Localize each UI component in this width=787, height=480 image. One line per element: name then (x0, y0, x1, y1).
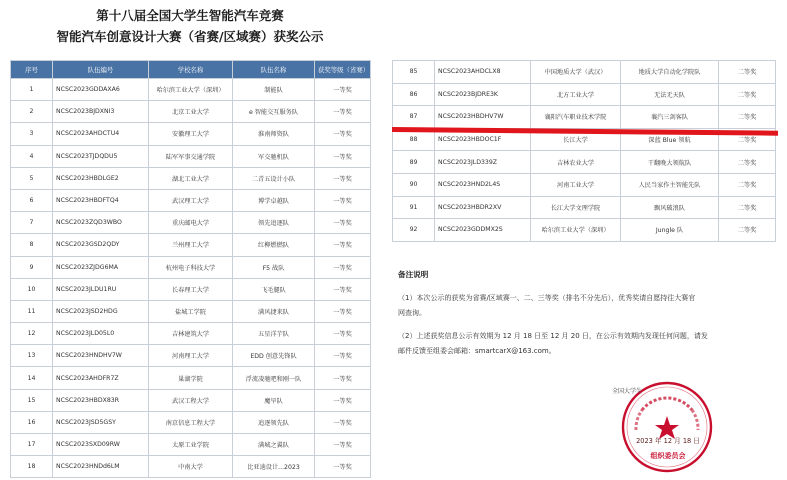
table-row (11, 411, 371, 433)
cell-team-name: 飘风破浪队 (621, 196, 719, 219)
cell-team-code: NCSC2023HBDFTQ4 (53, 189, 149, 211)
seal-fragment-text: 全国大学生 (612, 388, 643, 395)
cell-team-code: NCSC2023JLD339Z (435, 151, 531, 174)
seal-date: 2023 年 12 月 18 日 (636, 437, 700, 445)
cell-school: 武汉工程大学 (149, 389, 233, 411)
table-row (11, 367, 371, 389)
cell-award: 一等奖 (315, 256, 371, 278)
cell-team-code: NCSC2023GDDAXA6 (53, 79, 149, 101)
cell-award: 一等奖 (315, 145, 371, 167)
cell-index: 88 (393, 128, 435, 151)
notes-section (398, 269, 778, 359)
cell-school: 河南工业大学 (531, 173, 621, 196)
cell-team-name: 军交驰机队 (233, 145, 315, 167)
cell-index: 8 (11, 234, 53, 256)
cell-team-name: e 智能交互服务队 (233, 101, 315, 123)
table-row (11, 189, 371, 211)
cell-team-name: 淮南师资队 (233, 123, 315, 145)
cell-school: 河南理工大学 (149, 345, 233, 367)
cell-team-code: NCSC2023HBDOC1F (435, 128, 531, 151)
cell-team-code: NCSC2023BJDRE3K (435, 83, 531, 106)
cell-team-code: NCSC2023JSD2HDG (53, 300, 149, 322)
cell-index: 5 (11, 167, 53, 189)
cell-school: 太原工业学院 (149, 434, 233, 456)
cell-index: 10 (11, 278, 53, 300)
cell-team-code: NCSC2023SXD09RW (53, 434, 149, 456)
cell-team-name: F5 战队 (233, 256, 315, 278)
cell-award: 二等奖 (719, 128, 776, 151)
cell-school: 长江大学文理学院 (531, 196, 621, 219)
cell-index: 86 (393, 83, 435, 106)
header-team-name: 队伍名称 (233, 61, 315, 79)
cell-team-name: 满风捷来队 (233, 300, 315, 322)
cell-award: 一等奖 (315, 79, 371, 101)
table-row (11, 79, 371, 101)
cell-school: 哈尔滨工业大学（深圳） (531, 219, 621, 242)
cell-team-name: 追逐领先队 (233, 411, 315, 433)
table-row (393, 151, 776, 174)
cell-index: 17 (11, 434, 53, 456)
cell-team-code: NCSC2023JLDU1RU (53, 278, 149, 300)
header-award: 获奖等级（省赛） (315, 61, 371, 79)
cell-team-code: NCSC2023AHDCLX8 (435, 61, 531, 84)
cell-award: 一等奖 (315, 167, 371, 189)
cell-team-code: NCSC2023HND2L4S (435, 173, 531, 196)
cell-team-code: NCSC2023AHDFR7Z (53, 367, 149, 389)
cell-school: 巢湖学院 (149, 367, 233, 389)
cell-team-code: NCSC2023HBDX83R (53, 389, 149, 411)
cell-award: 一等奖 (315, 212, 371, 234)
cell-team-code: NCSC2023HBDR2XV (435, 196, 531, 219)
cell-school: 哈尔滨工业大学（深圳） (149, 79, 233, 101)
cell-school: 吉林建筑大学 (149, 323, 233, 345)
cell-index: 3 (11, 123, 53, 145)
header-school: 学校名称 (149, 61, 233, 79)
cell-award: 一等奖 (315, 434, 371, 456)
cell-team-name: 干翻晚大领航队 (621, 151, 719, 174)
cell-team-code: NCSC2023TJDQDU5 (53, 145, 149, 167)
table-row (393, 61, 776, 84)
cell-team-code: NCSC2023HBDHV7W (435, 106, 531, 129)
cell-award: 二等奖 (719, 196, 776, 219)
cell-index: 6 (11, 189, 53, 211)
cell-team-code: NCSC2023HBDLGE2 (53, 167, 149, 189)
cell-award: 一等奖 (315, 278, 371, 300)
cell-team-name: 制能队 (233, 79, 315, 101)
table-header-row (11, 61, 371, 79)
cell-team-code: NCSC2023GSD2QDY (53, 234, 149, 256)
cell-award: 二等奖 (719, 83, 776, 106)
cell-school: 盐城工学院 (149, 300, 233, 322)
left-award-table (10, 60, 371, 478)
table-row (11, 345, 371, 367)
cell-index: 90 (393, 173, 435, 196)
cell-award: 二等奖 (719, 151, 776, 174)
table-row (11, 256, 371, 278)
cell-award: 一等奖 (315, 389, 371, 411)
table-row (11, 212, 371, 234)
cell-school: 吉林农业大学 (531, 151, 621, 174)
table-row (11, 145, 371, 167)
table-row (393, 219, 776, 242)
cell-team-code: NCSC2023ZQD3WBO (53, 212, 149, 234)
cell-index: 14 (11, 367, 53, 389)
cell-school: 湖北工业大学 (149, 167, 233, 189)
cell-award: 一等奖 (315, 411, 371, 433)
document-title: 第十八届全国大学生智能汽车竞赛 (96, 8, 284, 23)
notes-line-3: （2）上述获奖信息公示有效期为 12 月 18 日至 12 月 20 日，在公示有效期内发现任何问题，请发 (398, 332, 708, 340)
cell-award: 二等奖 (719, 106, 776, 129)
cell-award: 二等奖 (719, 61, 776, 84)
cell-index: 7 (11, 212, 53, 234)
table-row (393, 106, 776, 129)
cell-team-code: NCSC2023JLD05L0 (53, 323, 149, 345)
cell-school: 重庆邮电大学 (149, 212, 233, 234)
table-row (11, 389, 371, 411)
cell-team-name: 襄汽三剑客队 (621, 106, 719, 129)
table-row (11, 101, 371, 123)
cell-award: 一等奖 (315, 123, 371, 145)
cell-team-name: 地质大学自动化学院队 (621, 61, 719, 84)
header-index: 序号 (11, 61, 53, 79)
cell-team-name: EDD 创意先锋队 (233, 345, 315, 367)
cell-school: 中南大学 (149, 456, 233, 478)
cell-index: 1 (11, 79, 53, 101)
cell-index: 16 (11, 411, 53, 433)
cell-team-code: NCSC2023HNDd6LM (53, 456, 149, 478)
cell-award: 一等奖 (315, 101, 371, 123)
cell-school: 南京信息工程大学 (149, 411, 233, 433)
seal-organization: 组织委员会 (650, 452, 686, 460)
cell-index: 4 (11, 145, 53, 167)
cell-index: 11 (11, 300, 53, 322)
table-row (11, 123, 371, 145)
cell-award: 一等奖 (315, 345, 371, 367)
table-row (11, 434, 371, 456)
cell-school: 安徽理工大学 (149, 123, 233, 145)
cell-team-name: 满城之翼队 (233, 434, 315, 456)
table-row (393, 173, 776, 196)
right-award-table (392, 60, 776, 242)
cell-school: 陆军军事交通学院 (149, 145, 233, 167)
cell-team-code: NCSC2023AHDCTU4 (53, 123, 149, 145)
cell-award: 一等奖 (315, 323, 371, 345)
cell-index: 85 (393, 61, 435, 84)
table-row (393, 83, 776, 106)
cell-school: 中国地质大学（武汉） (531, 61, 621, 84)
notes-line-4: 邮件反馈至组委会邮箱：smartcarX@163.com。 (398, 347, 556, 355)
cell-team-name: 红柳燃燃队 (233, 234, 315, 256)
cell-team-name: 魔旱队 (233, 389, 315, 411)
cell-index: 12 (11, 323, 53, 345)
notes-line-1: （1）本次公示的获奖为省赛/区域赛一、二、三等奖（排名不分先后），优秀奖请自愿持往大赛官 (398, 294, 696, 302)
table-row (11, 300, 371, 322)
cell-index: 18 (11, 456, 53, 478)
cell-school: 杭州电子科技大学 (149, 256, 233, 278)
cell-school: 长江大学 (531, 128, 621, 151)
cell-team-name: 五星洋芋队 (233, 323, 315, 345)
cell-index: 2 (11, 101, 53, 123)
table-row (11, 278, 371, 300)
cell-award: 二等奖 (719, 173, 776, 196)
cell-award: 一等奖 (315, 189, 371, 211)
cell-school: 北京工业大学 (149, 101, 233, 123)
cell-team-code: NCSC2023JSD5GSY (53, 411, 149, 433)
cell-school: 襄阳汽车职业技术学院 (531, 106, 621, 129)
notes-line-2: 网查询。 (398, 309, 426, 317)
cell-team-name: 领先追逐队 (233, 212, 315, 234)
table-row (11, 234, 371, 256)
cell-team-code: NCSC2023GDDMX2S (435, 219, 531, 242)
cell-school: 武汉理工大学 (149, 189, 233, 211)
cell-school: 北方工业大学 (531, 83, 621, 106)
cell-award: 一等奖 (315, 234, 371, 256)
header-team-code: 队伍编号 (53, 61, 149, 79)
cell-team-name: 博学卓越队 (233, 189, 315, 211)
cell-index: 87 (393, 106, 435, 129)
cell-index: 15 (11, 389, 53, 411)
cell-award: 一等奖 (315, 367, 371, 389)
document-subtitle: 智能汽车创意设计大赛（省赛/区域赛）获奖公示 (56, 29, 324, 44)
cell-award: 二等奖 (719, 219, 776, 242)
table-row (393, 196, 776, 219)
cell-index: 89 (393, 151, 435, 174)
notes-heading: 备注说明 (398, 270, 429, 279)
cell-team-name: 浮流凌驰吧和刚一队 (233, 367, 315, 389)
cell-index: 9 (11, 256, 53, 278)
cell-index: 91 (393, 196, 435, 219)
table-row (11, 456, 371, 478)
cell-index: 13 (11, 345, 53, 367)
cell-award: 一等奖 (315, 456, 371, 478)
cell-team-code: NCSC2023HNDHV7W (53, 345, 149, 367)
cell-index: 92 (393, 219, 435, 242)
cell-team-name: 无法无天队 (621, 83, 719, 106)
table-row (11, 167, 371, 189)
cell-team-name: 深蓝 Blue 领航 (621, 128, 719, 151)
cell-team-name: 比亚迪设计...2023 (233, 456, 315, 478)
cell-team-name: 飞毛腿队 (233, 278, 315, 300)
cell-team-name: 人民当家作主智能先队 (621, 173, 719, 196)
cell-award: 一等奖 (315, 300, 371, 322)
cell-team-name: 二青五设计小队 (233, 167, 315, 189)
cell-team-code: NCSC2023BJDXNI3 (53, 101, 149, 123)
table-row (11, 323, 371, 345)
cell-school: 长春理工大学 (149, 278, 233, 300)
cell-school: 兰州理工大学 (149, 234, 233, 256)
cell-team-name: Jungle 队 (621, 219, 719, 242)
cell-team-code: NCSC2023ZJDG6MA (53, 256, 149, 278)
